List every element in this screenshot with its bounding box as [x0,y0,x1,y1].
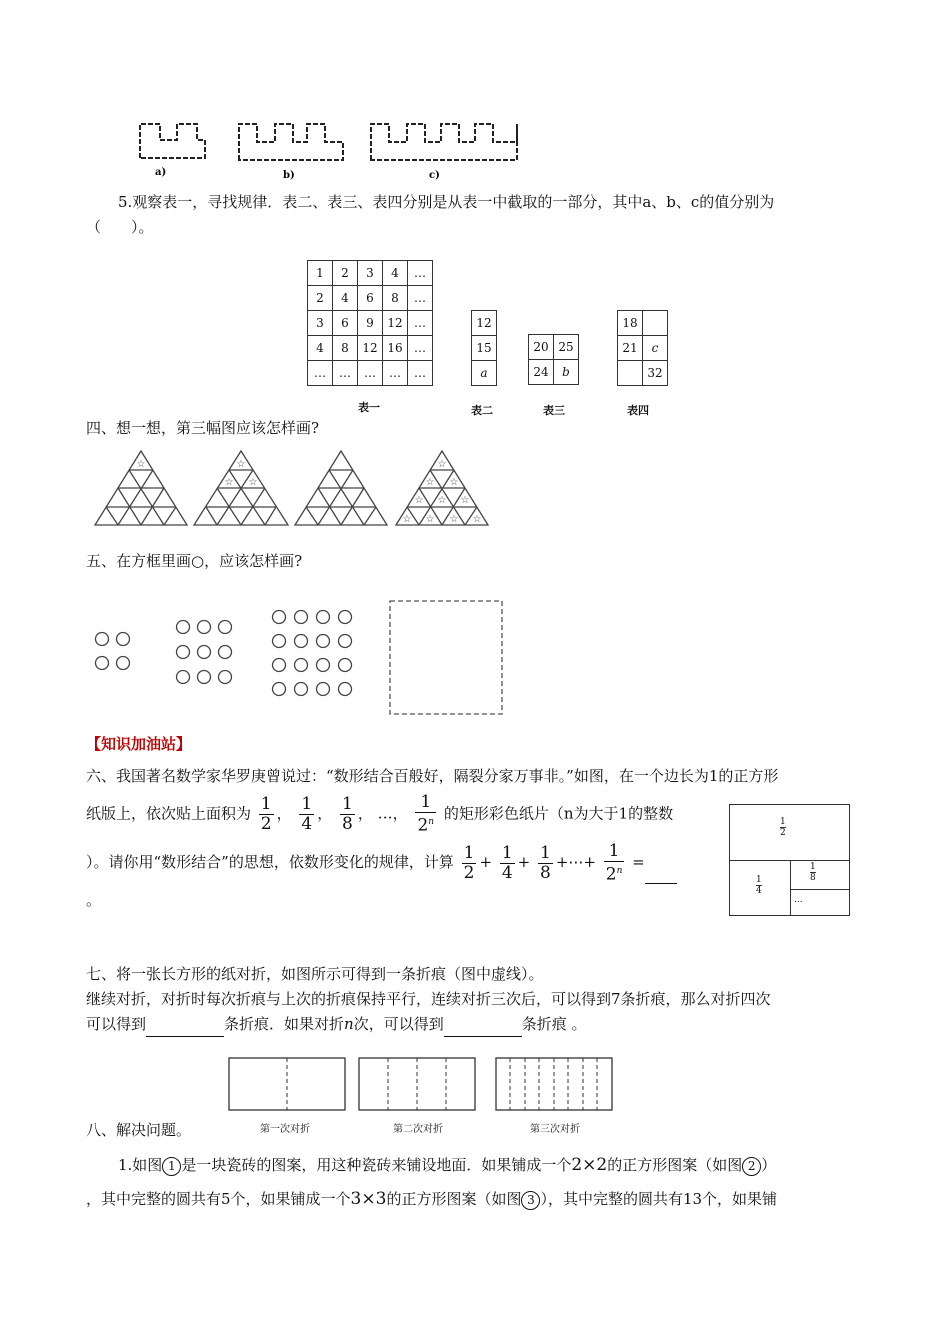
path-label-a: a) [155,167,167,178]
t3-cell: 25 [554,335,579,360]
q4-title: 四、想一想，第三幅图应该怎样画? [86,419,320,437]
triangle-pattern-figures [90,448,510,530]
t1-cell: 2 [308,286,333,311]
unit-square-figure [729,804,850,916]
table-two [471,310,497,386]
star-icon: ☆ [460,495,470,506]
equals: = [632,853,645,871]
star-icon: ☆ [414,495,424,506]
q8-line1 [118,1152,898,1178]
q6-line1: 六、我国著名数学家华罗庚曾说过：“数形结合百般好，隔裂分家万事非。”如图，在一个边长为1的正方形 [86,767,779,785]
star-icon: ☆ [136,459,146,470]
q8-line1-d: ） [761,1156,777,1174]
answer-blank-fold-four[interactable] [146,1020,224,1037]
t4-cell [643,311,668,336]
t1-cell: 3 [308,311,333,336]
fraction-quarter: $\frac{1}{4}$ [501,842,513,883]
caption-table-two: 表二 [471,404,493,417]
q7-line3-n: n [344,1015,354,1033]
circle-pattern-figures [88,596,508,718]
t1-cell: 8 [383,286,408,311]
table-one [307,260,433,386]
star-icon: ☆ [437,495,447,506]
q8-line2 [86,1186,866,1212]
sep: ， [357,804,373,823]
t1-cell: … [408,261,433,286]
plus: + [517,853,531,871]
fraction-eighth: $\frac{1}{8}$ [540,842,551,883]
star-icon: ☆ [437,459,447,470]
q7-line3-a: 可以得到 [86,1015,147,1033]
star-icon: ☆ [248,477,258,488]
paper-fold-figures [228,1057,618,1113]
answer-blank-fold-n[interactable] [444,1020,522,1037]
t1-cell: … [408,361,433,386]
t3-cell: 20 [529,335,554,360]
fraction-one-over-2n: $\frac{1}{2^n}$ [605,840,623,885]
t3-cell: b [554,360,579,385]
star-icon: ☆ [224,477,234,488]
q7-line1: 七、将一张长方形的纸对折，如图所示可得到一条折痕（图中虚线）。 [86,965,544,983]
fraction-half: $\frac{1}{2}$ [260,793,272,834]
q7-line3-d: 条折痕 。 [521,1015,587,1033]
q6-line2-pre: 纸版上，依次贴上面积为 [86,804,252,823]
fraction-eighth: $\frac{1}{8}$ [342,793,353,834]
t1-cell: 8 [333,336,358,361]
q8-line1-b: 是一块瓷砖的图案，用这种瓷砖来铺设地面．如果铺成一个 [181,1156,572,1174]
ellipsis: …， [377,804,408,823]
math-3x3: 3×3 [350,1189,387,1209]
q8-title: 八、解决问题。 [86,1121,192,1139]
t4-cell [618,361,643,386]
knowledge-title: 【知识加油站】 [86,735,192,753]
q8-line1-a: 1.如图 [118,1156,163,1174]
star-icon: ☆ [402,514,412,525]
star-icon: ☆ [236,459,246,470]
t1-cell: 12 [383,311,408,336]
q8-line2-b: 的正方形图案（如图 [386,1190,522,1208]
fraction-half: $\frac{1}{2}$ [463,842,475,883]
q7-line3-c: 次，可以得到 [353,1015,444,1033]
q5b-title: 五、在方框里画○，应该怎样画? [86,552,303,570]
q5-text-line1: 5.观察表一，寻找规律．表二、表三、表四分别是从表一中截取的一部分，其中a、b、c的值分别为 [118,193,775,211]
table-three [528,334,579,385]
t1-cell: … [408,311,433,336]
t1-cell: 4 [333,286,358,311]
t1-cell: … [408,336,433,361]
caption-table-four: 表四 [627,404,649,417]
star-icon: ☆ [472,514,482,525]
fold-label-2: 第二次对折 [393,1124,443,1135]
q7-line2: 继续对折，对折时每次折痕与上次的折痕保持平行，连续对折三次后，可以得到7条折痕，那么对折四次 [86,990,771,1008]
t1-cell: 6 [333,311,358,336]
fold-label-3: 第三次对折 [530,1124,580,1135]
circled-two: 2 [742,1157,761,1176]
q7-line3 [86,1011,866,1037]
q7-line3-b: 条折痕．如果对折 [224,1015,345,1033]
q6-line4: 。 [86,891,102,909]
answer-blank[interactable] [645,867,677,884]
circled-three: 3 [521,1191,540,1210]
q8-line1-c: 的正方形图案（如图 [607,1156,743,1174]
sep: ， [276,804,292,823]
star-icon: ☆ [449,514,459,525]
t4-cell: 21 [618,336,643,361]
t2-cell: 12 [472,311,497,336]
fraction-one-over-2n: $\frac{1}{2^n}$ [417,792,435,836]
t4-cell: c [643,336,668,361]
t4-cell: 32 [643,361,668,386]
caption-table-three: 表三 [543,404,565,417]
label-more: ... [794,895,803,905]
path-label-b: b) [283,170,295,180]
square-wave-path-figures [135,118,530,180]
q8-line2-c: ），其中完整的圆共有13个，如果铺 [540,1190,778,1208]
table-four [617,310,668,386]
path-label-c: c) [429,170,440,180]
math-2x2: 2×2 [571,1155,608,1175]
t1-cell: 12 [358,336,383,361]
t2-cell: 15 [472,336,497,361]
t3-cell: 24 [529,360,554,385]
label-eighth: 1 8 [810,862,816,883]
plus: + [479,853,493,871]
q6-line3-pre: ）。请你用“数形结合”的思想，依数形变化的规律，计算 [86,853,454,871]
t1-cell: 6 [358,286,383,311]
circled-one: 1 [162,1157,181,1176]
label-half: 1 2 [780,817,786,838]
t1-cell: 2 [333,261,358,286]
t1-cell: … [333,361,358,386]
star-icon: ☆ [425,514,435,525]
star-icon: ☆ [449,477,459,488]
star-icon: ☆ [425,477,435,488]
fraction-quarter: $\frac{1}{4}$ [301,793,313,834]
q5-text-line2: （ ）。 [86,218,154,236]
t1-cell: 3 [358,261,383,286]
fold-label-1: 第一次对折 [260,1124,310,1135]
label-quarter: 1 4 [756,875,762,896]
t1-cell: 16 [383,336,408,361]
t1-cell: 4 [383,261,408,286]
caption-table-one: 表一 [358,401,380,414]
t1-cell: 9 [358,311,383,336]
q8-line2-a: ，其中完整的圆共有5个，如果铺成一个 [86,1190,351,1208]
t2-cell: a [472,361,497,386]
t1-cell: 1 [308,261,333,286]
t4-cell: 18 [618,311,643,336]
dots: +⋯+ [555,853,596,871]
t1-cell: 4 [308,336,333,361]
t1-cell: … [408,286,433,311]
q6-line2-post: 的矩形彩色纸片（n为大于1的整数 [443,804,674,823]
sep: ， [317,804,333,823]
t1-cell: … [308,361,333,386]
t1-cell: … [383,361,408,386]
t1-cell: … [358,361,383,386]
